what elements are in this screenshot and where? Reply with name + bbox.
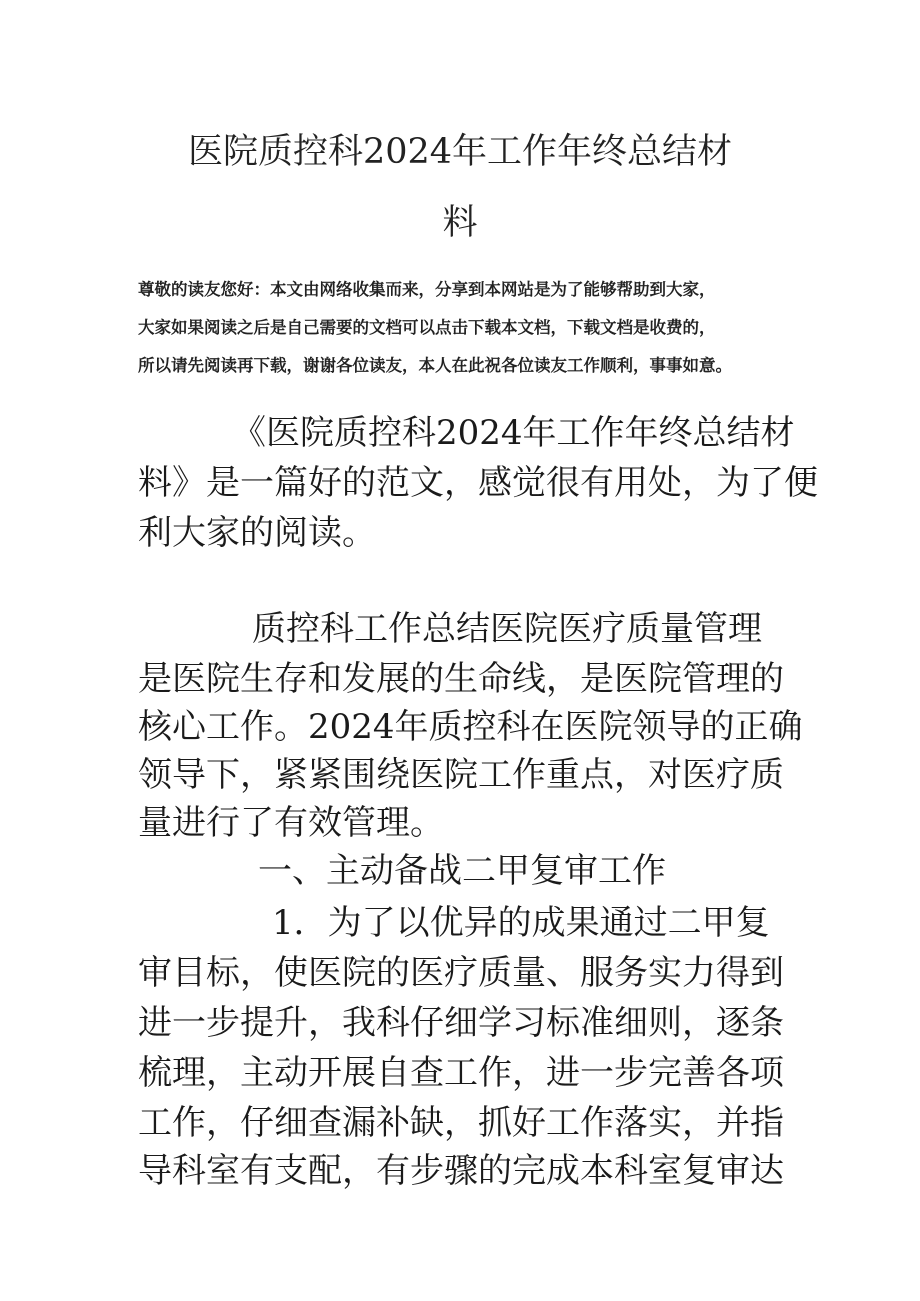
section-heading-1: 一、主动备战二甲复审工作 — [258, 851, 666, 891]
para1-line-4: 领导下，紧紧围绕医院工作重点，对医疗质 — [138, 755, 784, 795]
para1-line-5: 量进行了有效管理。 — [138, 803, 444, 843]
intro-line-1: 《医院质控科2024年工作年终总结材 — [232, 413, 795, 453]
para2-line-5: 工作，仔细查漏补缺，抓好工作落实，并指 — [138, 1103, 784, 1143]
document-title-line-1: 医院质控科2024年工作年终总结材 — [187, 132, 733, 172]
para2-line-4: 梳理，主动开展自查工作，进一步完善各项 — [138, 1053, 784, 1093]
para2-line-2: 审目标，使医院的医疗质量、服务实力得到 — [138, 953, 784, 993]
intro-line-3: 利大家的阅读。 — [138, 513, 376, 553]
reader-notice-line-3: 所以请先阅读再下载，谢谢各位读友，本人在此祝各位读友工作顺利，事事如意。 — [138, 356, 732, 375]
para2-line-1: 1．为了以优异的成果通过二甲复 — [272, 903, 770, 943]
reader-notice-line-1: 尊敬的读友您好：本文由网络收集而来，分享到本网站是为了能够帮助到大家， — [138, 280, 716, 299]
para1-line-1: 质控科工作总结医院医疗质量管理 — [252, 609, 762, 649]
document-title-line-2: 料 — [442, 203, 478, 243]
para2-line-6: 导科室有支配，有步骤的完成本科室复审达 — [138, 1151, 784, 1191]
para1-line-3: 核心工作。2024年质控科在医院领导的正确 — [138, 707, 803, 747]
reader-notice-line-2: 大家如果阅读之后是自己需要的文档可以点击下载本文档，下载文档是收费的， — [138, 318, 716, 337]
intro-line-2: 料》是一篇好的范文，感觉很有用处，为了便 — [138, 463, 818, 503]
para1-line-2: 是医院生存和发展的生命线，是医院管理的 — [138, 659, 784, 699]
para2-line-3: 进一步提升，我科仔细学习标准细则，逐条 — [138, 1003, 784, 1043]
